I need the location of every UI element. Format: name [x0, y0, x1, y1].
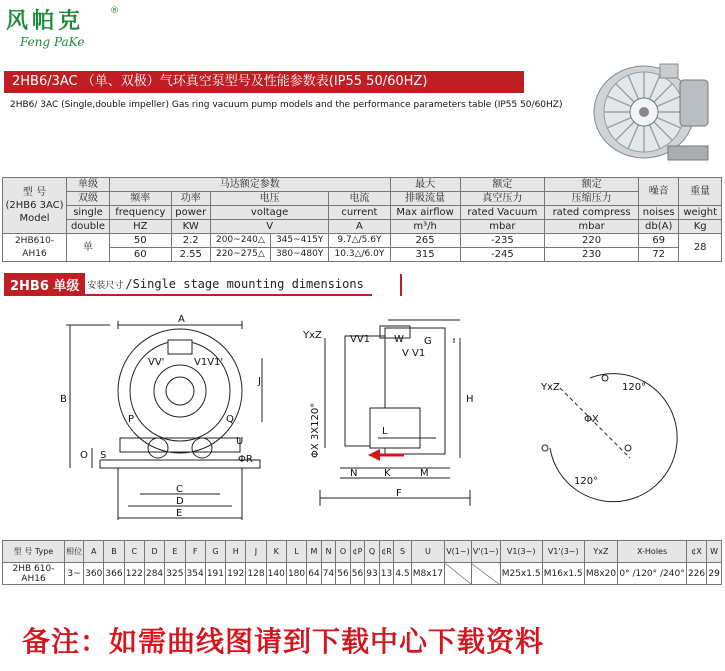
cell: 230 [545, 248, 639, 262]
model-header-en: Model [19, 213, 50, 224]
performance-table [2, 177, 722, 262]
compress-header-cn1: 额定 [545, 178, 639, 192]
cell: 2.55 [171, 248, 210, 262]
compress-header-en: rated compress [545, 206, 639, 220]
cell: 265 [390, 234, 460, 248]
download-note: 备注：如需曲线图请到下载中心下载资料 [22, 625, 545, 658]
label-X-3x120: ΦX 3X120° [310, 402, 321, 458]
header-cell: YxZ [584, 541, 617, 563]
cell: 200~240△ [210, 234, 270, 248]
header-cell: S [394, 541, 411, 563]
freq-header-cn: 频率 [109, 192, 171, 206]
label-C: C [176, 484, 183, 495]
label-P: P [128, 414, 135, 425]
cell: -245 [460, 248, 545, 262]
pump-image [588, 50, 712, 166]
label-R: ΦR [238, 454, 253, 465]
cell: 220~275△ [210, 248, 270, 262]
model-header-cn: 型 号 [22, 187, 47, 198]
cell: M8x17 [411, 563, 444, 585]
cell: 226 [686, 563, 706, 585]
airflow-header-cn2: 排吸流量 [390, 192, 460, 206]
header-cell: ¢X [686, 541, 706, 563]
header-cell: X-Holes [618, 541, 687, 563]
label-U: U [236, 436, 244, 447]
current-unit: A [329, 220, 390, 234]
row-stage: 单 [67, 234, 110, 262]
header-cell: ¢P [350, 541, 365, 563]
cell: 122 [124, 563, 144, 585]
cell: 220 [545, 234, 639, 248]
cell: M8x20 [584, 563, 617, 585]
vacuum-unit: mbar [460, 220, 545, 234]
header-cell: M [307, 541, 322, 563]
cell: 56 [336, 563, 351, 585]
cell: 284 [144, 563, 164, 585]
power-header-en: power [171, 206, 210, 220]
cell: 9.7△/5.6Y [329, 234, 390, 248]
cell: 4.5 [394, 563, 411, 585]
label-120-bottom: 120° [574, 476, 599, 487]
cell: 325 [165, 563, 185, 585]
logo-en: Feng PaKe [20, 35, 85, 49]
cell: 354 [185, 563, 205, 585]
header-cell: H [226, 541, 246, 563]
vacuum-header-cn2: 真空压力 [460, 192, 545, 206]
header-cell: F [185, 541, 205, 563]
cell: 64 [307, 563, 322, 585]
cell: 140 [266, 563, 286, 585]
empty-cell [445, 563, 472, 585]
label-YxZ: YxZ [303, 330, 322, 341]
cell: 191 [205, 563, 225, 585]
label-L: L [382, 426, 388, 437]
header-cell: D [144, 541, 164, 563]
page-subtitle: 2HB6/ 3AC (Single,double impeller) Gas ring vacuum pump models and the performance parameters table (IP55 50/60HZ) [10, 100, 563, 110]
logo-cn: 风帕克 [6, 8, 85, 34]
weight-header-en: weight [679, 206, 722, 220]
header-cell: W [707, 541, 722, 563]
section-title [4, 274, 372, 296]
label-M: M [420, 468, 429, 479]
label-D: D [176, 496, 184, 507]
label-S: S [100, 450, 107, 461]
label-J: J [258, 376, 261, 387]
label-YxZ-flange: YxZ [541, 382, 560, 393]
cell: 180 [286, 563, 306, 585]
header-cell: N [321, 541, 336, 563]
header-cell: ¢R [379, 541, 394, 563]
volt-header-cn: 电压 [210, 192, 328, 206]
cell: 0° /120° /240° [618, 563, 687, 585]
motor-group-header: 马达额定参数 [109, 178, 390, 192]
freq-unit: HZ [109, 220, 171, 234]
volt-header-en: voltage [210, 206, 328, 220]
cell: 2.2 [171, 234, 210, 248]
cell: 345~415Y [270, 234, 328, 248]
table-row [3, 248, 722, 262]
cell: 29 [707, 563, 722, 585]
cell: 56 [350, 563, 365, 585]
weight-header-cn: 重量 [679, 178, 722, 206]
label-N: N [350, 468, 358, 479]
header-cell: J [246, 541, 266, 563]
cell: M25x1.5 [500, 563, 542, 585]
header-cell: G [205, 541, 225, 563]
cell: 50 [109, 234, 171, 248]
cell: 192 [226, 563, 246, 585]
cell: 3~ [65, 563, 84, 585]
label-F: F [396, 488, 402, 499]
power-unit: KW [171, 220, 210, 234]
cell: 128 [246, 563, 266, 585]
stage-header-cn1: 单级 [67, 178, 110, 192]
table-row [3, 563, 722, 585]
header-cell: A [84, 541, 104, 563]
cell: 2HB 610-AH16 [3, 563, 65, 585]
label-VV: VV' [148, 357, 165, 368]
header-cell: 型 号 Type [3, 541, 65, 563]
label-120-top: 120° [622, 382, 647, 393]
cell: 366 [104, 563, 124, 585]
compress-unit: mbar [545, 220, 639, 234]
model-header-sub: (2HB6 3AC) [5, 200, 64, 211]
cell: 93 [365, 563, 380, 585]
compress-header-cn2: 压缩压力 [545, 192, 639, 206]
cell: -235 [460, 234, 545, 248]
stage-header-en1: single [67, 206, 110, 220]
header-cell: V1'(3~) [542, 541, 584, 563]
airflow-unit: m³/h [390, 220, 460, 234]
weight-unit: Kg [679, 220, 722, 234]
label-V1V1: V1V1' [194, 357, 224, 368]
vacuum-header-cn1: 额定 [460, 178, 545, 192]
label-K: K [384, 468, 391, 479]
volt-unit: V [210, 220, 328, 234]
section-title-en: /Single stage mounting dimensions [125, 277, 364, 291]
vacuum-header-en: rated Vacuum [460, 206, 545, 220]
airflow-header-en: Max airflow [390, 206, 460, 220]
page-title: 2HB6/3AC （单、双极）气环真空泵型号及性能参数表(IP55 50/60HZ) [4, 71, 524, 93]
label-V-V1: V V1 [402, 348, 426, 359]
freq-header-en: frequency [109, 206, 171, 220]
row-model: 2HB610-AH16 [3, 234, 67, 262]
cell: 10.3△/6.0Y [329, 248, 390, 262]
power-header-cn: 功率 [171, 192, 210, 206]
cell: 380~480Y [270, 248, 328, 262]
section-title-cn: 2HB6 单级 [4, 273, 85, 296]
cell: 315 [390, 248, 460, 262]
header-cell: O [336, 541, 351, 563]
empty-cell [471, 563, 500, 585]
cell: 74 [321, 563, 336, 585]
flow-arrow-icon [368, 449, 380, 461]
header-cell: B [104, 541, 124, 563]
cell: 60 [109, 248, 171, 262]
header-cell: Q [365, 541, 380, 563]
section-divider [400, 274, 402, 296]
header-cell: V(1~) [445, 541, 472, 563]
airflow-header-cn1: 最大 [390, 178, 460, 192]
cell: 360 [84, 563, 104, 585]
label-Q: Q [226, 414, 234, 425]
current-header-cn: 电流 [329, 192, 390, 206]
dimension-header-row [3, 541, 722, 563]
header-cell: C [124, 541, 144, 563]
label-B: B [60, 394, 67, 405]
current-header-en: current [329, 206, 390, 220]
label-E: E [176, 508, 183, 519]
section-title-cn-small: 安装尺寸 [87, 280, 124, 291]
header-cell: E [165, 541, 185, 563]
noise-header-en: noises [639, 206, 679, 220]
dimension-table [2, 540, 722, 585]
registered-mark: ® [110, 6, 119, 16]
header-cell: V'(1~) [471, 541, 500, 563]
label-VV1: VV1 [350, 334, 371, 345]
cell: 69 [639, 234, 679, 248]
header-cell: L [286, 541, 306, 563]
noise-unit: db(A) [639, 220, 679, 234]
table-row [3, 234, 722, 248]
header-cell: 相位 [65, 541, 84, 563]
cell: 72 [639, 248, 679, 262]
label-O: O [80, 450, 88, 461]
logo [6, 4, 126, 52]
label-X: ΦX [584, 414, 599, 425]
label-G: G [424, 336, 432, 347]
stage-header-cn2: 双级 [67, 192, 110, 206]
header-cell: V1(3~) [500, 541, 542, 563]
cell: M16x1.5 [542, 563, 584, 585]
stage-header-en2: double [67, 220, 110, 234]
cell: 13 [379, 563, 394, 585]
row-weight: 28 [679, 234, 722, 262]
header-cell: U [411, 541, 444, 563]
mounting-drawing [0, 298, 725, 536]
label-A: A [178, 314, 185, 325]
label-W: W [394, 334, 404, 345]
noise-header-cn: 噪音 [639, 178, 679, 206]
label-H: H [466, 394, 474, 405]
header-cell: K [266, 541, 286, 563]
